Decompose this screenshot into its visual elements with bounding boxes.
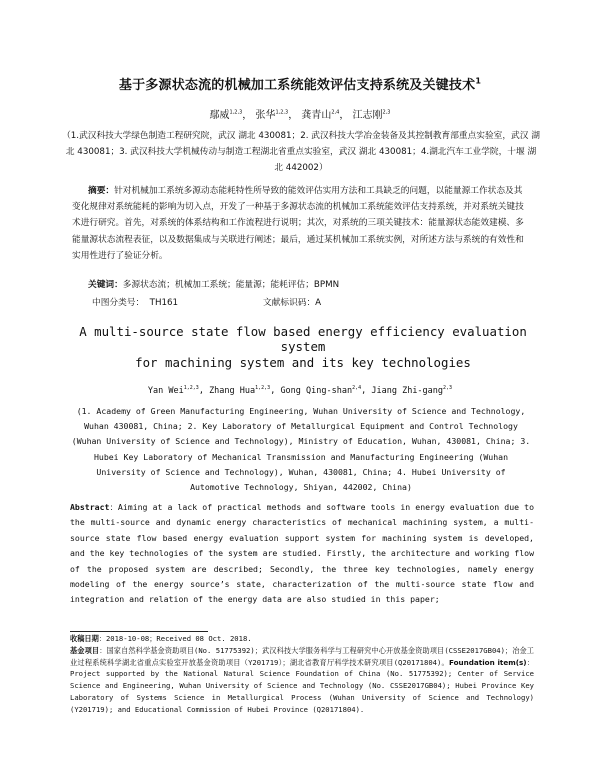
chinese-title: [0, 74, 600, 93]
author-name: Zhang Hua: [209, 385, 256, 396]
chinese-affiliations: （1.武汉科技大学绿色制造工程研究院，武汉 湖北 430081；2. 武汉科技大学冶金装备及其控制教育部重点实验室，武汉 湖北 430081；3. 武汉科技大学机械传动与制造工程湖北省重点实验室，武汉 湖北 430081；4.湖北汽车工业学院，十堰 湖北 442002）: [62, 131, 540, 173]
author-name: Yan Wei: [147, 385, 184, 396]
fund-text: ：国家自然科学基金资助项目(No. 51775392)；武汉科技大学服务科学与工程研究中心开放基金资助项目(CSSE2017GB04)；冶金工业过程系统科学湖北省重点实验室开放基金资助项目（Y201719）；湖北省教育厅科学技术研究项目(Q20171804)。: [70, 645, 534, 667]
author-name: Gong Qing-shan: [280, 385, 353, 396]
docid-label: 文献标识码：: [263, 298, 316, 308]
abstract-text: ：Aiming at a lack of practical methods and software tools in energy evaluation due to the multi-source and dynamic energy characteristics of mechanical machining system, a multi-source state flow based energy evaluation support system for machining system is developed, and the key technologies of the system are studied. Firstly, the architecture and working flow of the proposed system are described; Secondly, the three key technologies, namely energy modeling of the energy source’s state, characterization of the multi-source state flow and integration and relation of the energy data are also studied in this paper;: [70, 502, 534, 605]
english-affiliations: (1. Academy of Green Manufacturing Engineering, Wuhan University of Science and Technology, Wuhan 430081, China; 2. Key Laboratory of Metallurgical Equipment and Control Technology (Wuhan University of Science and Technology), Ministry of Education, Wuhan, 430081, China; 3. Hubei Key Laboratory of Mechanical Transmission and Manufacturing Engineering (Wuhan University of Science and Technology), Wuhan, 430081, China; 4. Hubei University of Automotive Technology, Shiyan, 442002, China): [71, 406, 531, 493]
author-name: 鄢威: [209, 110, 230, 121]
english-abstract: [70, 500, 534, 608]
classification-line: [92, 296, 532, 308]
author-name: 张华: [255, 110, 276, 121]
title-footnote-mark: 1: [475, 76, 482, 86]
author-affil-sup: 2,4: [352, 385, 362, 391]
author-name: 江志刚: [352, 110, 383, 121]
class-number-value: TH161: [149, 298, 179, 308]
author-affil-sup: 2,3: [382, 109, 391, 116]
keywords-label: 关键词：: [88, 280, 123, 290]
received-text: ：2018-10-08；Received 08 Oct. 2018.: [98, 634, 252, 643]
class-number-label: 中图分类号：: [92, 298, 145, 308]
foundation-text: ：Project supported by the National Natural Science Foundation of China (No. 51775392); Center of Service Science and Engineering, Wuhan University of Science and Technology (No. CSSE2017GB04); Hubei Province Key Laboratory of Systems Science in Metallurgical Process (Wuhan University of Science and Technology) (Y201719); and Educational Commission of Hubei Province (Q20171804).: [70, 657, 534, 714]
footnotes: [70, 633, 534, 716]
fund-label: 基金项目: [70, 645, 100, 655]
english-title-line-1: A multi-source state flow based energy efficiency evaluation system: [79, 324, 527, 354]
keywords-text: 多源状态流；机械加工系统；能量源；能耗评估；BPMN: [122, 280, 340, 290]
abstract-text: 针对机械加工系统多源动态能耗特性所导致的能效评估实用方法和工具缺乏的问题，以能量源工作状态及其变化规律对系统能耗的影响为切入点，开发了一种基于多源状态流的机械加工系统能效评估支持系统，并对系统关键技术进行研究。首先，对系统的体系结构和工作流程进行说明；其次，对系统的三项关键技术：能量源状态能效建模、多能量源状态流程表征，以及数据集成与关联进行阐述；最后，通过某机械加工系统实例，对所述方法与系统的有效性和实用性进行了验证分析。: [72, 186, 524, 261]
chinese-abstract: [72, 183, 530, 264]
docid-value: A: [315, 298, 322, 308]
abstract-label: Abstract: [70, 502, 110, 512]
author-affil-sup: 1,2,3: [183, 385, 199, 391]
chinese-keywords: [88, 278, 548, 290]
author-affil-sup: 1,2,3: [275, 109, 289, 116]
abstract-label: 摘要：: [88, 186, 115, 196]
received-label: 收稿日期: [70, 634, 99, 643]
author-affil-sup: 1,2,3: [229, 109, 243, 116]
author-name: Jiang Zhi-gang: [371, 385, 444, 396]
document-id: [263, 296, 321, 308]
author-affil-sup: 2,4: [331, 109, 340, 116]
foundation-label: Foundation item(s): [448, 657, 527, 667]
author-name: 龚青山: [301, 110, 332, 121]
received-note: [70, 633, 534, 645]
english-authors: Yan Wei$^{1,2,3}$, Zhang Hua$^{1,2,3}$, Gong Qing-shan$^{2,4}$, Jiang Zhi-gang$^{2,3}$: [147, 385, 453, 396]
fund-note: [70, 645, 534, 716]
footnote-divider: [70, 631, 208, 632]
author-affil-sup: 2,3: [443, 385, 453, 391]
chinese-authors: 鄢威$^{1,2,3}$， 张华$^{1,2,3}$， 龚青山$^{2,4}$， 江志刚$^{2,3}$: [209, 109, 391, 121]
author-affil-sup: 1,2,3: [255, 385, 271, 391]
chinese-title-text: 基于多源状态流的机械加工系统能效评估支持系统及关键技术: [118, 78, 476, 93]
english-title-line-2: for machining system and its key technologies: [135, 355, 471, 370]
